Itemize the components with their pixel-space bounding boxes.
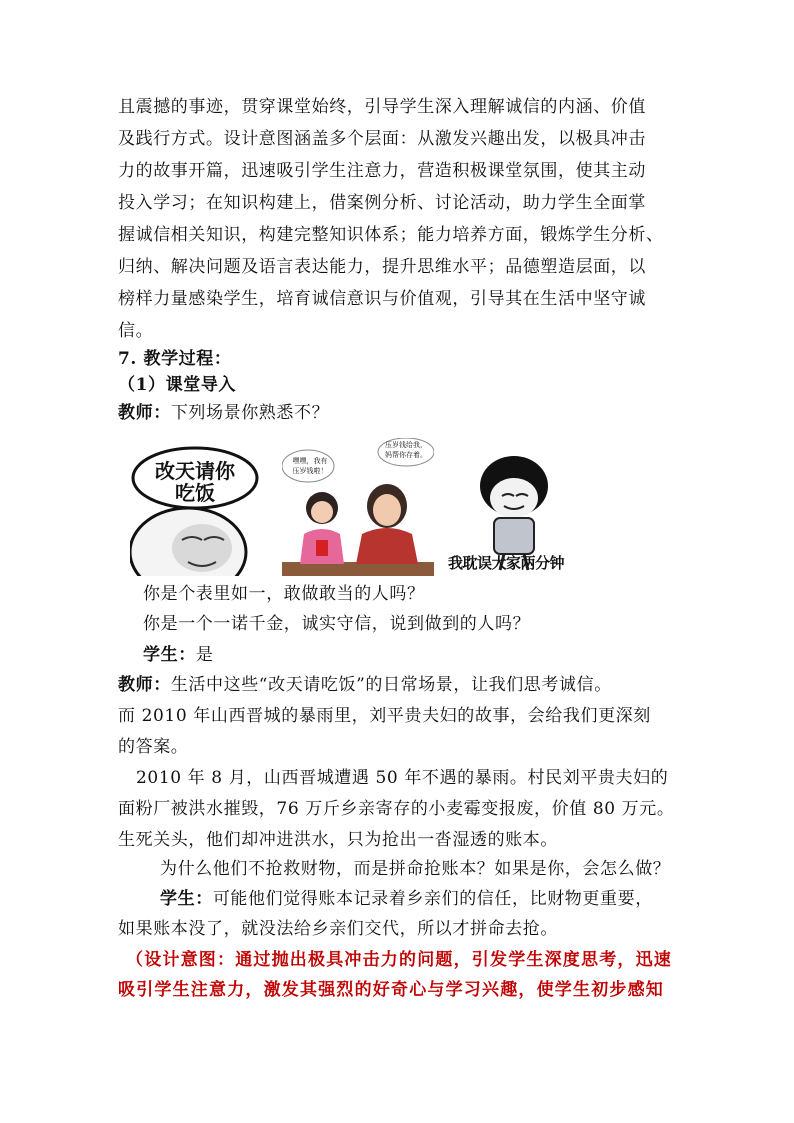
story-line: 生死关头，他们却冲进洪水，只为抢出一沓湿透的账本。 (118, 830, 558, 850)
student-text: 可能他们觉得账本记录着乡亲们的信任，比财物更重要， (212, 889, 653, 909)
bubble-text-line: 妈帮你存着。 (385, 451, 427, 459)
paragraph-line: 而 2010 年山西晋城的暴雨里，刘平贵夫妇的故事，会给我们更深刻 (118, 706, 651, 726)
teacher-text: 下列场景你熟悉不？ (170, 403, 330, 423)
paragraph-line: 如果账本没了，就没法给乡亲们交代，所以才拼命去抢。 (118, 919, 558, 939)
student-text: 是 (195, 645, 214, 665)
design-note-line: （设计意图：通过抛出极具冲击力的问题，引发学生深度思考，迅速 (126, 950, 672, 970)
reflection-question: 你是个表里如一，敢做敢当的人吗？ (143, 584, 425, 604)
paragraph-line: 信。 (118, 321, 154, 341)
comic-panel-dinner (130, 444, 260, 576)
story-line: 面粉厂被洪水摧毁，76 万斤乡亲寄存的小麦霉变报废，价值 80 万元。 (118, 799, 675, 819)
speaker-label: 教师： (118, 403, 171, 423)
paragraph-line: 握诚信相关知识，构建完整知识体系；能力培养方面，锻炼学生分析、 (118, 225, 664, 245)
comic-panel-mother-child (282, 438, 434, 576)
paragraph-line: 归纳、解决问题及语言表达能力，提升思维水平；品德塑造层面，以 (118, 257, 646, 277)
paragraph-line: 的答案。 (118, 737, 189, 757)
paragraph-line: 且震撼的事迹，贯穿课堂始终，引导学生深入理解诚信的内涵、价值 (118, 97, 646, 117)
bubble-text-line: 压岁钱啦！ (292, 467, 328, 475)
teacher-question (118, 401, 329, 425)
bubble-text-line: 嘿嘿，我有 (292, 457, 328, 465)
bubble-text-line: 压岁钱给我， (385, 441, 427, 449)
student-answer (160, 887, 653, 911)
paragraph-line: 投入学习；在知识构建上，借案例分析、讨论活动，助力学生全面掌 (118, 193, 646, 213)
speaker-label: 学生： (160, 889, 213, 909)
teacher-statement (118, 673, 612, 697)
speaker-label: 学生： (143, 645, 196, 665)
paragraph-line: 榜样力量感染学生，培育诚信意识与价值观，引导其在生活中坚守诚 (118, 289, 646, 309)
speaker-label: 教师： (118, 675, 171, 695)
comic-panel-delay (446, 444, 596, 576)
bubble-text-line: 吃饭 (175, 481, 215, 505)
story-line: 2010 年 8 月，山西晋城遭遇 50 年不遇的暴雨。村民刘平贵夫妇的 (136, 768, 669, 788)
design-note-line: 吸引学生注意力，激发其强烈的好奇心与学习兴趣，使学生初步感知 (118, 980, 664, 1000)
paragraph-line: 力的故事开篇，迅速吸引学生注意力，营造积极课堂氛围，使其主动 (118, 161, 646, 181)
section-heading: 7. 教学过程： (118, 349, 232, 369)
student-answer (143, 643, 213, 667)
subsection-heading: （1）课堂导入 (118, 375, 237, 395)
bubble-text-line: 改天请你 (155, 459, 235, 483)
story-question: 为什么他们不抢救财物，而是拼命抢账本？如果是你，会怎么做？ (160, 859, 671, 879)
comic-caption: 我耽误大家两分钟 (448, 554, 565, 572)
teacher-text: 生活中这些“改天请吃饭”的日常场景，让我们思考诚信。 (170, 675, 612, 695)
paragraph-line: 及践行方式。设计意图涵盖多个层面：从激发兴趣出发，以极具冲击 (118, 129, 646, 149)
reflection-question: 你是一个一诺千金，诚实守信，说到做到的人吗？ (143, 614, 531, 634)
